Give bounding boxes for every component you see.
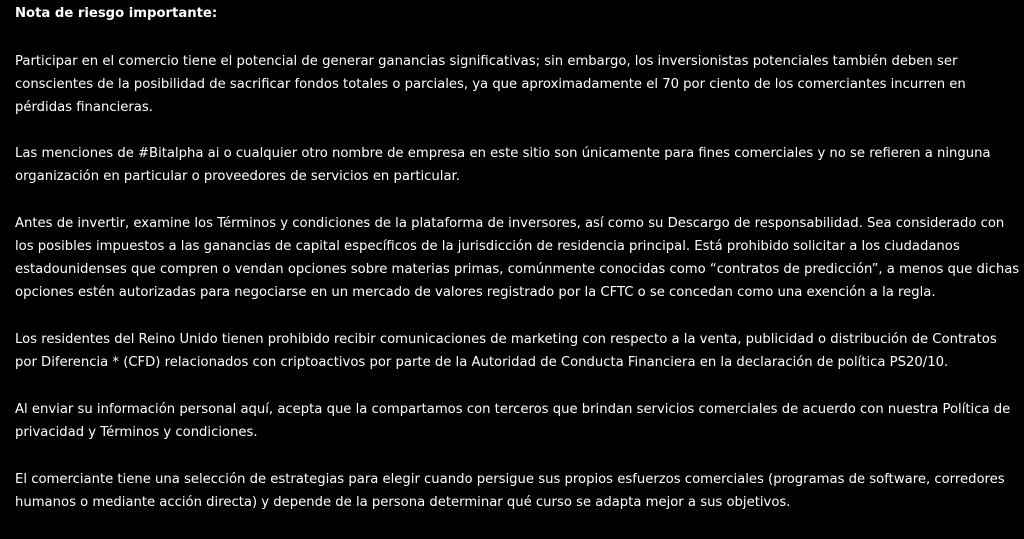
disclaimer-title: Nota de riesgo importante: (15, 6, 218, 21)
disclaimer-paragraph-trading-strategies: El comerciante tiene una selección de estrategias para elegir cuando persigue sus propios esfuerzos comerciales (programas de software, corredores humanos o mediante acción directa) y depende de la persona determinar qué curso se adapta mejor a sus objetivos. (15, 472, 1005, 510)
disclaimer-paragraph-uk-residents: Los residentes del Reino Unido tienen prohibido recibir comunicaciones de marketing con respecto a la venta, publicidad o distribución de Contratos por Diferencia * (CFD) relacionados con criptoactivos por parte de la Autoridad de Conducta Financiera en la declaración de política PS20/10. (15, 332, 997, 370)
disclaimer-paragraph-personal-info: Al enviar su información personal aquí, acepta que la compartamos con terceros que brindan servicios comerciales de acuerdo con nuestra Política de privacidad y Términos y condiciones. (15, 402, 1011, 440)
disclaimer-paragraph-trading-risk: Participar en el comercio tiene el potencial de generar ganancias significativas; sin embargo, los inversionistas potenciales también deben ser conscientes de la posibilidad de sacrificar fondos totales o parciales, ya que aproximadamente el 70 por ciento de los comerciantes incurren en pérdidas financieras. (15, 54, 966, 115)
disclaimer-paragraph-company-mentions: Las menciones de #Bitalpha ai o cualquier otro nombre de empresa en este sitio son únicamente para fines comerciales y no se refieren a ninguna organización en particular o proveedores de servicios en particular. (15, 146, 991, 184)
disclaimer-paragraph-terms-and-us-restrictions: Antes de invertir, examine los Términos y condiciones de la plataforma de inversores, así como su Descargo de responsabilidad. Sea considerado con los posibles impuestos a las ganancias de capital específicos de la jurisdicción de residencia principal. Está prohibido solicitar a los ciudadanos estadounidenses que compren o vendan opciones sobre materias primas, comúnmente conocidas como “contratos de predicción”, a menos que dichas opciones estén autorizadas para negociarse en un mercado de valores registrado por la CFTC o se concedan como una exención a la regla. (15, 216, 1020, 300)
